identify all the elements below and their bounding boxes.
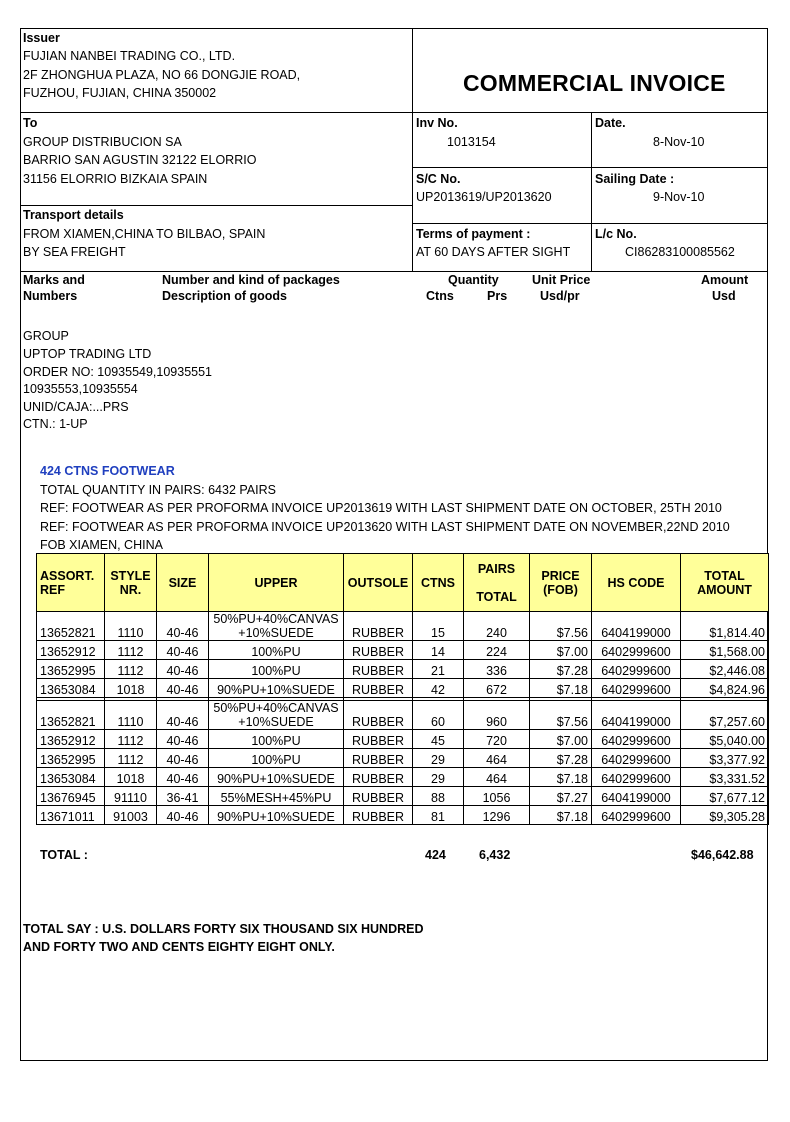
items-table xyxy=(36,553,769,825)
cell-upper-line: +10%SUEDE xyxy=(238,715,314,729)
col-header-size: SIZE xyxy=(157,554,209,612)
cell-amount: $9,305.28 xyxy=(681,806,769,825)
cell-outsole: RUBBER xyxy=(344,660,413,679)
marks-header: Numbers xyxy=(23,289,78,303)
col-header-ref xyxy=(37,554,105,612)
quantity-header: Quantity xyxy=(448,273,499,287)
cell-upper-line: 100%PU xyxy=(251,753,301,767)
cell-amount: $7,257.60 xyxy=(681,701,769,730)
to-line: BARRIO SAN AGUSTIN 32122 ELORRIO xyxy=(23,153,257,167)
table-row xyxy=(37,641,769,660)
inv-no-label: Inv No. xyxy=(416,116,458,130)
cell-upper xyxy=(209,701,344,730)
marks-line: GROUP xyxy=(23,329,69,343)
cell-pairs: 336 xyxy=(464,660,530,679)
cell-size: 40-46 xyxy=(157,749,209,768)
cell-style: 1110 xyxy=(105,701,157,730)
cell-upper-line: 50%PU+40%CANVAS xyxy=(213,701,339,715)
unit-price-unit: Usd/pr xyxy=(540,289,580,303)
col-header-text: TOTAL xyxy=(476,589,517,604)
col-header-pairs xyxy=(464,554,530,612)
cell-upper-line: 90%PU+10%SUEDE xyxy=(217,772,335,786)
cell-ref: 13652995 xyxy=(37,660,105,679)
cell-size: 40-46 xyxy=(157,660,209,679)
col-header-upper: UPPER xyxy=(209,554,344,612)
col-header-ctns: CTNS xyxy=(413,554,464,612)
cell-upper xyxy=(209,787,344,806)
description-header: Description of goods xyxy=(162,289,287,303)
to-line: GROUP DISTRIBUCION SA xyxy=(23,135,182,149)
marks-line: 10935553,10935554 xyxy=(23,382,138,396)
cell-hs: 6402999600 xyxy=(592,730,681,749)
to-line: 31156 ELORRIO BIZKAIA SPAIN xyxy=(23,172,208,186)
table-row xyxy=(37,749,769,768)
cell-ctns: 21 xyxy=(413,660,464,679)
cell-ref: 13653084 xyxy=(37,768,105,787)
col-header-amount xyxy=(681,554,769,612)
goods-line: REF: FOOTWEAR AS PER PROFORMA INVOICE UP2013620 WITH LAST SHIPMENT DATE ON NOVEMBER,22ND 2010 xyxy=(40,520,730,534)
col-header-text: REF xyxy=(40,582,65,597)
divider xyxy=(412,28,413,272)
cell-amount: $2,446.08 xyxy=(681,660,769,679)
sailing-date-value: 9-Nov-10 xyxy=(653,190,705,204)
divider xyxy=(412,223,768,224)
cell-upper xyxy=(209,730,344,749)
cell-ctns: 42 xyxy=(413,679,464,698)
cell-style: 1018 xyxy=(105,679,157,698)
unit-price-header: Unit Price xyxy=(532,273,591,287)
cell-upper-line: 90%PU+10%SUEDE xyxy=(217,810,335,824)
cell-ref: 13652912 xyxy=(37,641,105,660)
divider xyxy=(20,205,412,206)
cell-price: $7.28 xyxy=(530,749,592,768)
transport-label: Transport details xyxy=(23,208,124,222)
col-header-text: STYLE xyxy=(110,568,151,583)
table-row xyxy=(37,660,769,679)
cell-upper xyxy=(209,749,344,768)
document-title: COMMERCIAL INVOICE xyxy=(463,70,726,96)
table-header-row xyxy=(37,554,769,612)
sailing-date-label: Sailing Date : xyxy=(595,172,675,186)
cell-upper xyxy=(209,612,344,641)
cell-size: 40-46 xyxy=(157,701,209,730)
cell-price: $7.18 xyxy=(530,806,592,825)
cell-upper xyxy=(209,679,344,698)
cell-style: 91003 xyxy=(105,806,157,825)
cell-style: 1112 xyxy=(105,660,157,679)
divider xyxy=(412,167,768,168)
goods-line: TOTAL QUANTITY IN PAIRS: 6432 PAIRS xyxy=(40,483,276,497)
cell-amount: $1,814.40 xyxy=(681,612,769,641)
col-header-text: PAIRS xyxy=(477,561,516,576)
table-row xyxy=(37,612,769,641)
cell-ctns: 45 xyxy=(413,730,464,749)
table-row xyxy=(37,787,769,806)
cell-price: $7.00 xyxy=(530,641,592,660)
cell-price: $7.18 xyxy=(530,679,592,698)
cell-upper-line: 100%PU xyxy=(251,645,301,659)
table-row xyxy=(37,768,769,787)
cell-ref: 13653084 xyxy=(37,679,105,698)
col-header-text: TOTAL xyxy=(704,568,745,583)
cell-hs: 6402999600 xyxy=(592,768,681,787)
cell-size: 40-46 xyxy=(157,768,209,787)
cell-ctns: 29 xyxy=(413,768,464,787)
cell-upper xyxy=(209,806,344,825)
cell-ctns: 81 xyxy=(413,806,464,825)
cell-style: 91110 xyxy=(105,787,157,806)
date-value: 8-Nov-10 xyxy=(653,135,705,149)
cell-ctns: 29 xyxy=(413,749,464,768)
col-header-style xyxy=(105,554,157,612)
cell-pairs: 224 xyxy=(464,641,530,660)
col-header-hs-code: HS CODE xyxy=(592,554,681,612)
cell-size: 40-46 xyxy=(157,679,209,698)
cell-price: $7.00 xyxy=(530,730,592,749)
cell-amount: $7,677.12 xyxy=(681,787,769,806)
col-header-text: (FOB) xyxy=(543,582,578,597)
transport-line: FROM XIAMEN,CHINA TO BILBAO, SPAIN xyxy=(23,227,266,241)
terms-value: AT 60 DAYS AFTER SIGHT xyxy=(416,245,571,259)
ctns-header: Ctns xyxy=(426,289,454,303)
terms-label: Terms of payment : xyxy=(416,227,531,241)
cell-price: $7.56 xyxy=(530,612,592,641)
cell-ref: 13652821 xyxy=(37,701,105,730)
cell-outsole: RUBBER xyxy=(344,641,413,660)
cell-outsole: RUBBER xyxy=(344,749,413,768)
cell-outsole: RUBBER xyxy=(344,612,413,641)
goods-line: REF: FOOTWEAR AS PER PROFORMA INVOICE UP2013619 WITH LAST SHIPMENT DATE ON OCTOBER, 25TH 2010 xyxy=(40,501,722,515)
divider xyxy=(20,271,768,272)
cell-price: $7.18 xyxy=(530,768,592,787)
cell-upper xyxy=(209,641,344,660)
col-header-text: ASSORT. xyxy=(40,568,95,583)
cell-pairs: 672 xyxy=(464,679,530,698)
total-say-line: AND FORTY TWO AND CENTS EIGHTY EIGHT ONLY. xyxy=(23,940,335,954)
cell-amount: $1,568.00 xyxy=(681,641,769,660)
cell-ref: 13652821 xyxy=(37,612,105,641)
packages-header: Number and kind of packages xyxy=(162,273,340,287)
cell-ctns: 14 xyxy=(413,641,464,660)
cell-hs: 6404199000 xyxy=(592,612,681,641)
marks-line: UPTOP TRADING LTD xyxy=(23,347,152,361)
cell-pairs: 464 xyxy=(464,749,530,768)
cell-ref: 13671011 xyxy=(37,806,105,825)
cell-hs: 6402999600 xyxy=(592,749,681,768)
cell-upper xyxy=(209,768,344,787)
cell-outsole: RUBBER xyxy=(344,787,413,806)
issuer-line: FUJIAN NANBEI TRADING CO., LTD. xyxy=(23,49,236,63)
cell-upper-line: 100%PU xyxy=(251,664,301,678)
cell-style: 1112 xyxy=(105,730,157,749)
cell-price: $7.28 xyxy=(530,660,592,679)
cell-size: 40-46 xyxy=(157,806,209,825)
table-row xyxy=(37,730,769,749)
total-say-line: TOTAL SAY : U.S. DOLLARS FORTY SIX THOUSAND SIX HUNDRED xyxy=(23,922,424,936)
cell-style: 1112 xyxy=(105,749,157,768)
amount-unit: Usd xyxy=(712,289,736,303)
table-row xyxy=(37,806,769,825)
table-row xyxy=(37,679,769,698)
cell-amount: $3,331.52 xyxy=(681,768,769,787)
total-label: TOTAL : xyxy=(40,848,88,862)
prs-header: Prs xyxy=(487,289,508,303)
cell-size: 36-41 xyxy=(157,787,209,806)
cell-upper-line: 50%PU+40%CANVAS xyxy=(213,612,339,626)
cell-outsole: RUBBER xyxy=(344,768,413,787)
cell-price: $7.27 xyxy=(530,787,592,806)
cell-ref: 13652995 xyxy=(37,749,105,768)
col-header-text: NR. xyxy=(119,582,142,597)
lc-no-label: L/c No. xyxy=(595,227,637,241)
cell-pairs: 720 xyxy=(464,730,530,749)
marks-line: ORDER NO: 10935549,10935551 xyxy=(23,365,213,379)
cell-amount: $4,824.96 xyxy=(681,679,769,698)
cell-amount: $5,040.00 xyxy=(681,730,769,749)
cell-outsole: RUBBER xyxy=(344,679,413,698)
cell-hs: 6402999600 xyxy=(592,679,681,698)
cell-pairs: 1296 xyxy=(464,806,530,825)
col-header-text: AMOUNT xyxy=(697,582,752,597)
col-header-outsole: OUTSOLE xyxy=(344,554,413,612)
cell-outsole: RUBBER xyxy=(344,701,413,730)
cell-hs: 6402999600 xyxy=(592,660,681,679)
cell-upper-line: 55%MESH+45%PU xyxy=(220,791,332,805)
marks-line: CTN.: 1-UP xyxy=(23,417,88,431)
col-header-price xyxy=(530,554,592,612)
transport-line: BY SEA FREIGHT xyxy=(23,245,126,259)
cell-size: 40-46 xyxy=(157,612,209,641)
cell-ctns: 15 xyxy=(413,612,464,641)
cell-upper xyxy=(209,660,344,679)
cell-upper-line: +10%SUEDE xyxy=(238,626,314,640)
cell-ctns: 60 xyxy=(413,701,464,730)
divider xyxy=(591,112,592,272)
cell-amount: $3,377.92 xyxy=(681,749,769,768)
amount-header: Amount xyxy=(701,273,749,287)
issuer-line: 2F ZHONGHUA PLAZA, NO 66 DONGJIE ROAD, xyxy=(23,68,301,82)
cell-price: $7.56 xyxy=(530,701,592,730)
cell-style: 1018 xyxy=(105,768,157,787)
cell-outsole: RUBBER xyxy=(344,730,413,749)
total-ctns: 424 xyxy=(425,848,446,862)
cell-hs: 6404199000 xyxy=(592,701,681,730)
cell-pairs: 960 xyxy=(464,701,530,730)
cell-upper-line: 90%PU+10%SUEDE xyxy=(217,683,335,697)
cell-size: 40-46 xyxy=(157,641,209,660)
inv-no-value: 1013154 xyxy=(447,135,496,149)
cell-pairs: 464 xyxy=(464,768,530,787)
goods-line: FOB XIAMEN, CHINA xyxy=(40,538,163,552)
cell-style: 1110 xyxy=(105,612,157,641)
issuer-label: Issuer xyxy=(23,31,60,45)
issuer-line: FUZHOU, FUJIAN, CHINA 350002 xyxy=(23,86,217,100)
goods-heading: 424 CTNS FOOTWEAR xyxy=(40,464,175,478)
cell-style: 1112 xyxy=(105,641,157,660)
total-amount: $46,642.88 xyxy=(691,848,754,862)
cell-size: 40-46 xyxy=(157,730,209,749)
sc-no-label: S/C No. xyxy=(416,172,461,186)
total-pairs: 6,432 xyxy=(479,848,511,862)
lc-no-value: CI86283100085562 xyxy=(625,245,735,259)
cell-hs: 6404199000 xyxy=(592,787,681,806)
to-label: To xyxy=(23,116,38,130)
marks-line: UNID/CAJA:...PRS xyxy=(23,400,129,414)
date-label: Date. xyxy=(595,116,626,130)
table-row xyxy=(37,701,769,730)
col-header-text: PRICE xyxy=(541,568,580,583)
cell-pairs: 1056 xyxy=(464,787,530,806)
cell-outsole: RUBBER xyxy=(344,806,413,825)
cell-ctns: 88 xyxy=(413,787,464,806)
cell-hs: 6402999600 xyxy=(592,641,681,660)
cell-ref: 13676945 xyxy=(37,787,105,806)
sc-no-value: UP2013619/UP2013620 xyxy=(416,190,552,204)
cell-upper-line: 100%PU xyxy=(251,734,301,748)
cell-ref: 13652912 xyxy=(37,730,105,749)
marks-header: Marks and xyxy=(23,273,85,287)
divider xyxy=(20,112,768,113)
cell-pairs: 240 xyxy=(464,612,530,641)
cell-hs: 6402999600 xyxy=(592,806,681,825)
